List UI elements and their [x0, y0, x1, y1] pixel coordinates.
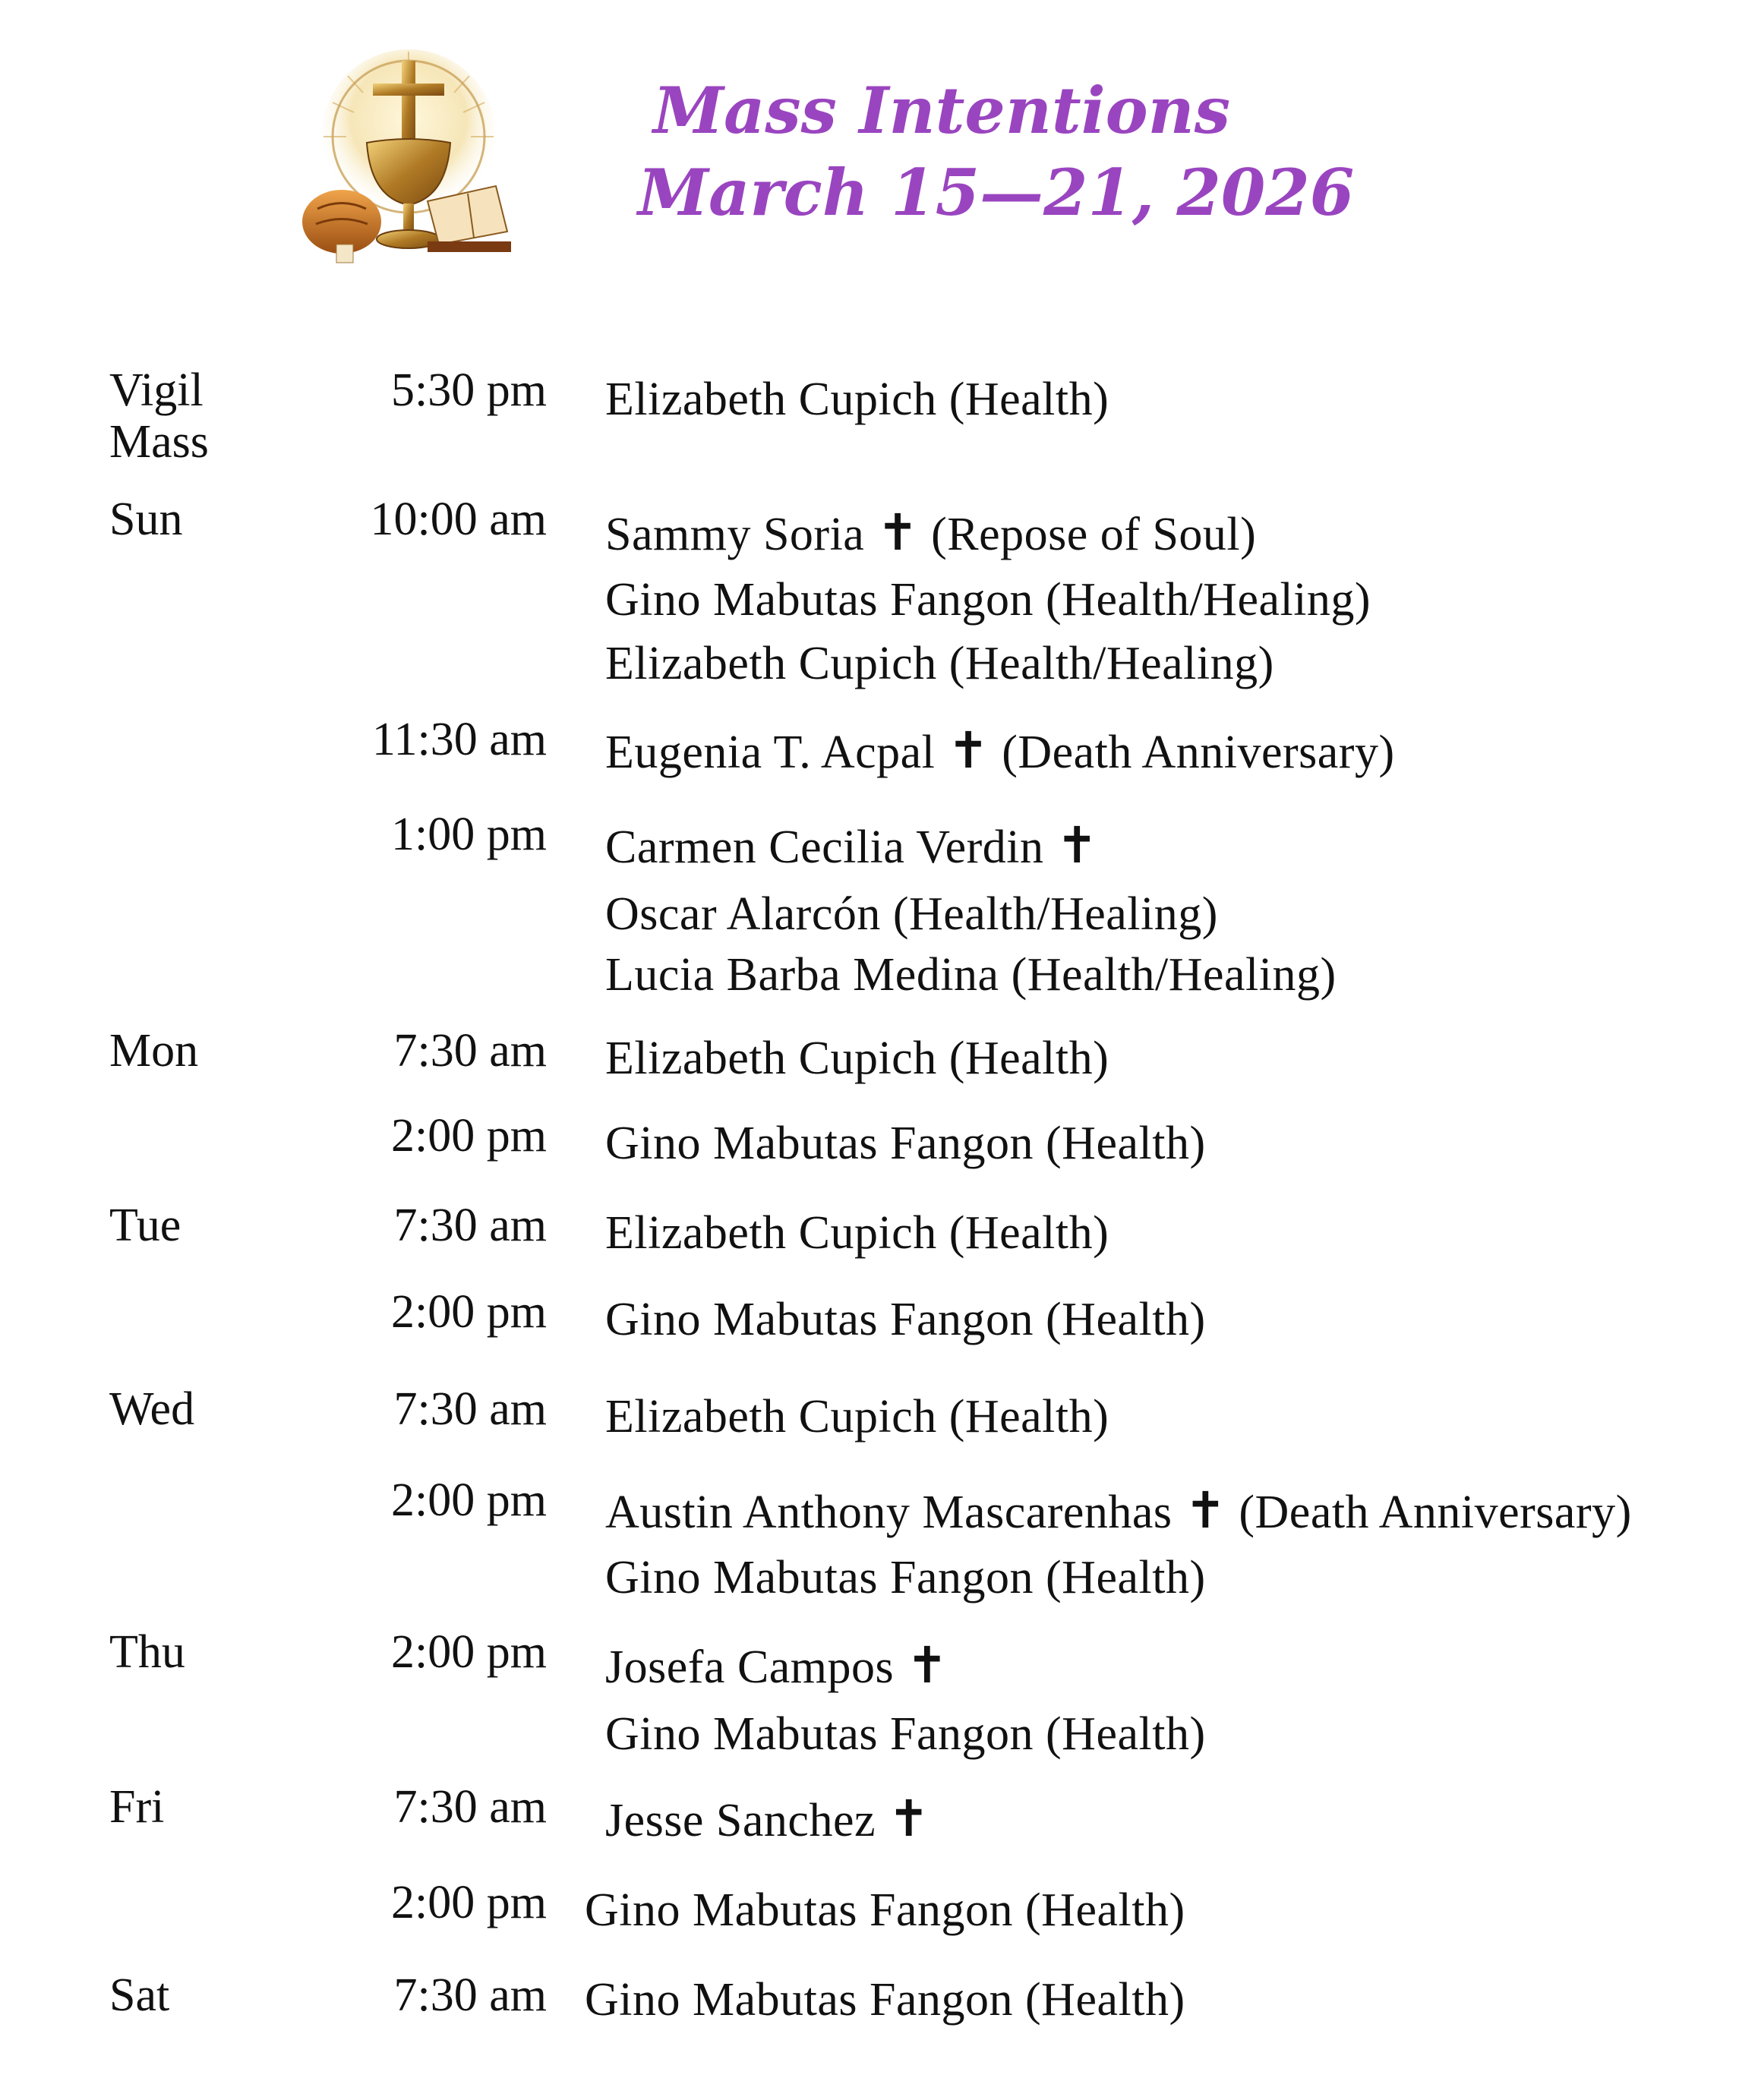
intention-line	[605, 1552, 1206, 1603]
intention-note: (Health)	[1046, 1118, 1206, 1169]
cross-icon: ✝	[887, 1789, 930, 1848]
intention-line	[605, 949, 1337, 1001]
intention-note: (Repose of Soul)	[931, 509, 1257, 560]
intention-name: Josefa Campos	[605, 1641, 895, 1693]
intention-note: (Death Anniversary)	[1002, 727, 1395, 778]
intention-line	[605, 574, 1371, 626]
mass-time: 7:30 am	[393, 1969, 547, 2021]
intention-note: (Death Anniversary)	[1239, 1487, 1632, 1538]
day-label: Wed	[109, 1383, 195, 1435]
intention-line	[605, 1636, 948, 1695]
intention-name: Sammy Soria	[605, 509, 865, 560]
mass-time: 5:30 pm	[391, 364, 547, 416]
intention-name: Oscar Alarcón	[605, 888, 893, 940]
day-label: Thu	[109, 1626, 185, 1678]
intention-name: Elizabeth Cupich	[605, 1207, 937, 1259]
intention-note: (Health)	[1046, 1708, 1206, 1760]
intention-note: (Health)	[1025, 1884, 1185, 1936]
mass-time: 2:00 pm	[391, 1877, 547, 1928]
cross-icon: ✝	[1056, 816, 1099, 875]
intention-name: Gino Mabutas Fangon	[605, 1552, 1034, 1603]
intention-line	[605, 1033, 1109, 1084]
cross-icon: ✝	[947, 721, 990, 780]
intention-name: Gino Mabutas Fangon	[605, 1708, 1034, 1760]
day-label: Fri	[109, 1781, 165, 1833]
intention-line	[605, 721, 1395, 780]
day-label: Sat	[109, 1969, 170, 2021]
intention-note: (Health/Healing)	[948, 638, 1274, 689]
intention-line	[605, 1207, 1109, 1259]
intention-name: Gino Mabutas Fangon	[605, 1294, 1034, 1345]
intention-line	[605, 1481, 1632, 1540]
intention-line	[605, 888, 1218, 940]
title-line-1: Mass Intentions	[652, 73, 1231, 148]
intention-name: Eugenia T. Acpal	[605, 727, 936, 778]
mass-time: 7:30 am	[393, 1383, 547, 1435]
intention-name: Elizabeth Cupich	[605, 638, 937, 689]
intention-line	[605, 1708, 1206, 1760]
mass-time: 7:30 am	[393, 1781, 547, 1833]
mass-time: 2:00 pm	[391, 1474, 547, 1526]
cross-icon: ✝	[906, 1636, 948, 1695]
intention-line	[605, 1118, 1206, 1169]
intention-note: (Health)	[1046, 1552, 1206, 1603]
intention-name: Gino Mabutas Fangon	[605, 1118, 1034, 1169]
intention-note: (Health/Healing)	[1011, 949, 1337, 1001]
mass-time: 11:30 am	[371, 714, 547, 765]
mass-time: 2:00 pm	[391, 1110, 547, 1162]
intention-line	[605, 816, 1099, 875]
intention-name: Gino Mabutas Fangon	[585, 1974, 1014, 2026]
intention-line	[585, 1974, 1185, 2026]
intention-name: Austin Anthony Mascarenhas	[605, 1487, 1173, 1538]
intention-note: (Health)	[948, 1391, 1109, 1443]
mass-time: 2:00 pm	[391, 1286, 547, 1338]
intention-line	[605, 503, 1257, 562]
mass-time: 2:00 pm	[391, 1626, 547, 1678]
cross-icon: ✝	[876, 503, 920, 562]
intention-name: Gino Mabutas Fangon	[605, 574, 1034, 626]
intention-name: Elizabeth Cupich	[605, 374, 937, 425]
intention-note: (Health)	[948, 1033, 1109, 1084]
cross-icon: ✝	[1184, 1481, 1227, 1540]
intention-name: Carmen Cecilia Verdin	[605, 821, 1044, 873]
intention-name: Elizabeth Cupich	[605, 1391, 937, 1443]
intention-note: (Health/Healing)	[1046, 574, 1371, 626]
intention-name: Lucia Barba Medina	[605, 949, 999, 1001]
intention-line	[605, 638, 1274, 689]
mass-time: 1:00 pm	[391, 809, 547, 860]
intention-name: Elizabeth Cupich	[605, 1033, 937, 1084]
day-label: Tue	[109, 1200, 181, 1251]
day-label: Mon	[109, 1025, 199, 1077]
intention-name: Jesse Sanchez	[605, 1795, 888, 1846]
intention-name: Gino Mabutas Fangon	[585, 1884, 1014, 1936]
intention-line	[585, 1884, 1185, 1936]
day-label: Vigil Mass	[109, 364, 209, 468]
mass-time: 7:30 am	[393, 1025, 547, 1077]
intention-note: (Health)	[948, 1207, 1109, 1259]
intention-line	[605, 1391, 1109, 1443]
intention-line	[605, 1789, 930, 1848]
intention-line	[605, 374, 1109, 425]
intention-note: (Health/Healing)	[892, 888, 1218, 940]
mass-time: 7:30 am	[393, 1200, 547, 1251]
mass-time: 10:00 am	[370, 493, 547, 545]
day-label: Sun	[109, 493, 183, 545]
intention-note: (Health)	[1046, 1294, 1206, 1345]
intention-note: (Health)	[1025, 1974, 1185, 2026]
title-line-2: March 15—21, 2026	[638, 155, 1355, 230]
intention-note: (Health)	[948, 374, 1109, 425]
intention-line	[605, 1294, 1206, 1345]
